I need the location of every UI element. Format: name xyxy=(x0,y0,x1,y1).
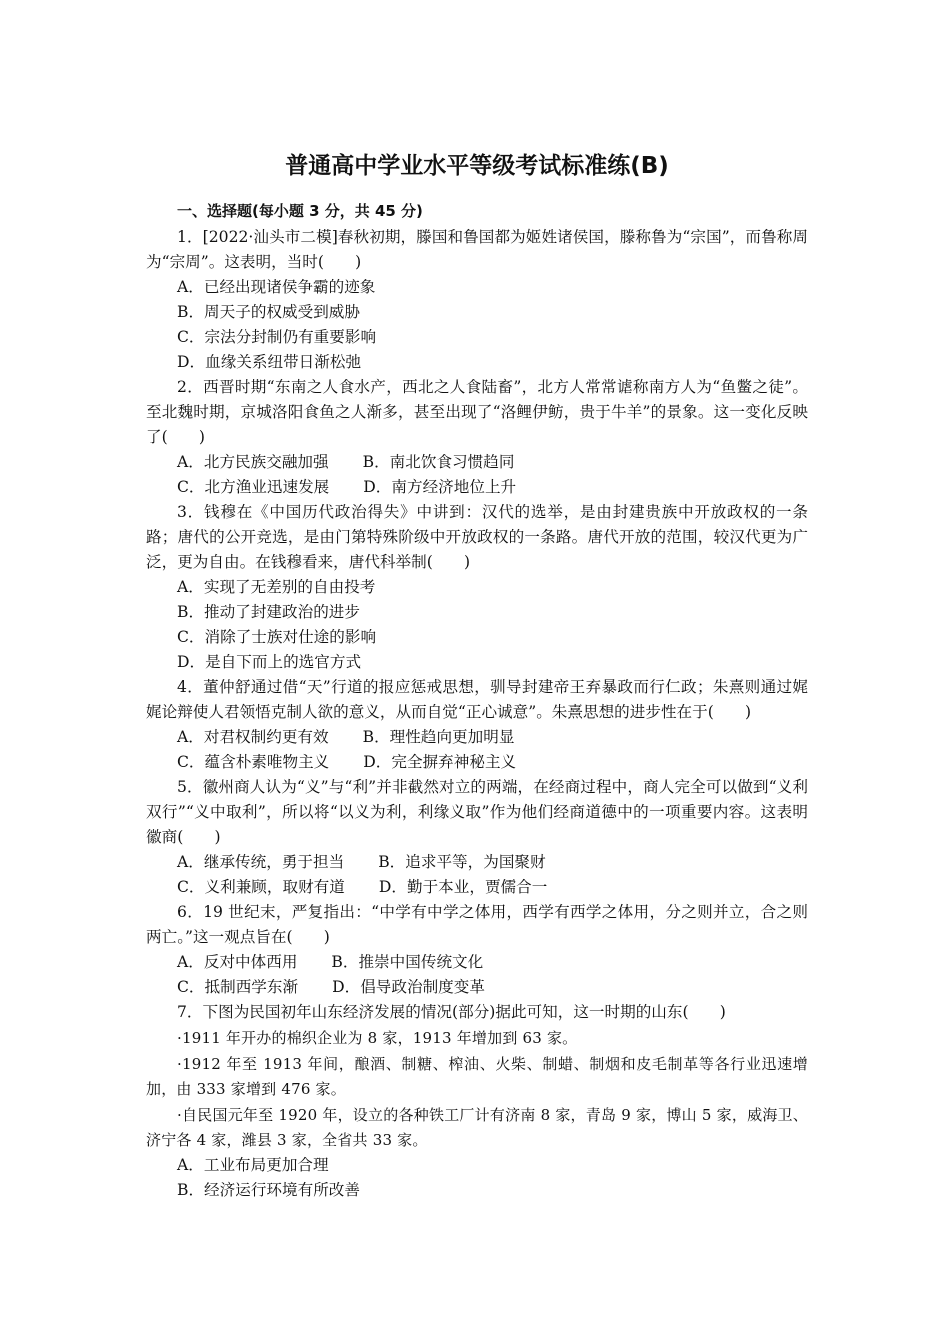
option-row xyxy=(146,850,808,875)
option-d: D．勤于本业，贾儒合一 xyxy=(378,878,548,896)
question-stem: 7．下图为民国初年山东经济发展的情况(部分)据此可知，这一时期的山东( ) xyxy=(177,1003,726,1021)
question-3 xyxy=(146,500,808,675)
question-stem: 3．钱穆在《中国历代政治得失》中讲到：汉代的选举，是由封建贵族中开放政权的一条路；唐代的公开竞选，是由门第特殊阶级中开放政权的一条路。唐代开放的范围，较汉代更为广泛，更为自由。在钱穆看来，唐代科举制( ) xyxy=(146,503,808,571)
option-d: D．倡导政治制度变革 xyxy=(332,978,485,996)
data-note: ·1912 年至 1913 年间，酿酒、制糖、榨油、火柴、制蜡、制烟和皮毛制革等各行业迅速增加，由 333 家增到 476 家。 xyxy=(146,1055,808,1098)
page-title: 普通高中学业水平等级考试标准练(B) xyxy=(285,153,669,179)
option-a: A．工业布局更加合理 xyxy=(177,1156,329,1174)
question-2 xyxy=(146,375,808,500)
option-c: C．义利兼顾，取财有道 xyxy=(177,878,345,896)
question-1 xyxy=(146,225,808,375)
option-d: D．血缘关系纽带日渐松弛 xyxy=(177,353,362,371)
question-5 xyxy=(146,775,808,900)
option-row xyxy=(146,750,808,775)
option-c: C．抵制西学东渐 xyxy=(177,978,299,996)
option-row xyxy=(146,725,808,750)
option-row xyxy=(146,450,808,475)
option-a: A．对君权制约更有效 xyxy=(177,728,329,746)
option-row xyxy=(146,975,808,1000)
option-b: B．周天子的权威受到威胁 xyxy=(177,303,360,321)
option-row xyxy=(146,475,808,500)
option-d: D．完全摒弃神秘主义 xyxy=(363,753,517,771)
question-4 xyxy=(146,675,808,775)
question-stem: 6．19 世纪末，严复指出：“中学有中学之体用，西学有西学之体用，分之则并立，合之则两亡。”这一观点旨在( ) xyxy=(146,903,808,946)
option-c: C．消除了士族对仕途的影响 xyxy=(177,628,377,646)
question-7 xyxy=(146,1000,808,1203)
option-row xyxy=(146,875,808,900)
option-b: B．推崇中国传统文化 xyxy=(331,953,484,971)
option-d: D．南方经济地位上升 xyxy=(363,478,517,496)
question-6 xyxy=(146,900,808,1000)
option-c: C．蕴含朴素唯物主义 xyxy=(177,753,330,771)
option-c: C．北方渔业迅速发展 xyxy=(177,478,330,496)
section-heading: 一、选择题(每小题 3 分，共 45 分) xyxy=(177,202,423,220)
option-a: A．已经出现诸侯争霸的迹象 xyxy=(177,278,376,296)
option-d: D．是自下而上的选官方式 xyxy=(177,653,362,671)
option-b: B．追求平等，为国聚财 xyxy=(378,853,546,871)
option-a: A．继承传统，勇于担当 xyxy=(177,853,345,871)
option-a: A．实现了无差别的自由投考 xyxy=(177,578,376,596)
option-a: A．反对中体西用 xyxy=(177,953,298,971)
data-note: ·1911 年开办的棉织企业为 8 家，1913 年增加到 63 家。 xyxy=(177,1029,578,1047)
option-b: B．理性趋向更加明显 xyxy=(362,728,515,746)
question-stem: 5．徽州商人认为“义”与“利”并非截然对立的两端，在经商过程中，商人完全可以做到“义利双行”“义中取利”，所以将“以义为利，利缘义取”作为他们经商道德中的一项重要内容。这表明徽商( ) xyxy=(146,778,808,846)
question-stem: 2．西晋时期“东南之人食水产，西北之人食陆畜”，北方人常常谑称南方人为“鱼鳖之徒”。至北魏时期，京城洛阳食鱼之人渐多，甚至出现了“洛鲤伊鲂，贵于牛羊”的景象。这一变化反映了( ) xyxy=(146,378,808,446)
option-b: B．南北饮食习惯趋同 xyxy=(362,453,515,471)
exam-page xyxy=(146,150,808,1203)
option-c: C．宗法分封制仍有重要影响 xyxy=(177,328,377,346)
question-stem: 1．[2022·汕头市二模]春秋初期，滕国和鲁国都为姬姓诸侯国，滕称鲁为“宗国”，而鲁称周为“宗周”。这表明，当时( ) xyxy=(146,228,808,271)
option-row xyxy=(146,950,808,975)
option-b: B．经济运行环境有所改善 xyxy=(177,1181,360,1199)
option-a: A．北方民族交融加强 xyxy=(177,453,329,471)
data-note: ·自民国元年至 1920 年，设立的各种铁工厂计有济南 8 家，青岛 9 家，博山 5 家，威海卫、济宁各 4 家，潍县 3 家，全省共 33 家。 xyxy=(146,1106,808,1149)
question-stem: 4．董仲舒通过借“天”行道的报应惩戒思想，驯导封建帝王弃暴政而行仁政；朱熹则通过娓娓论辩使人君领悟克制人欲的意义，从而自觉“正心诚意”。朱熹思想的进步性在于( ) xyxy=(146,678,808,721)
option-b: B．推动了封建政治的进步 xyxy=(177,603,360,621)
